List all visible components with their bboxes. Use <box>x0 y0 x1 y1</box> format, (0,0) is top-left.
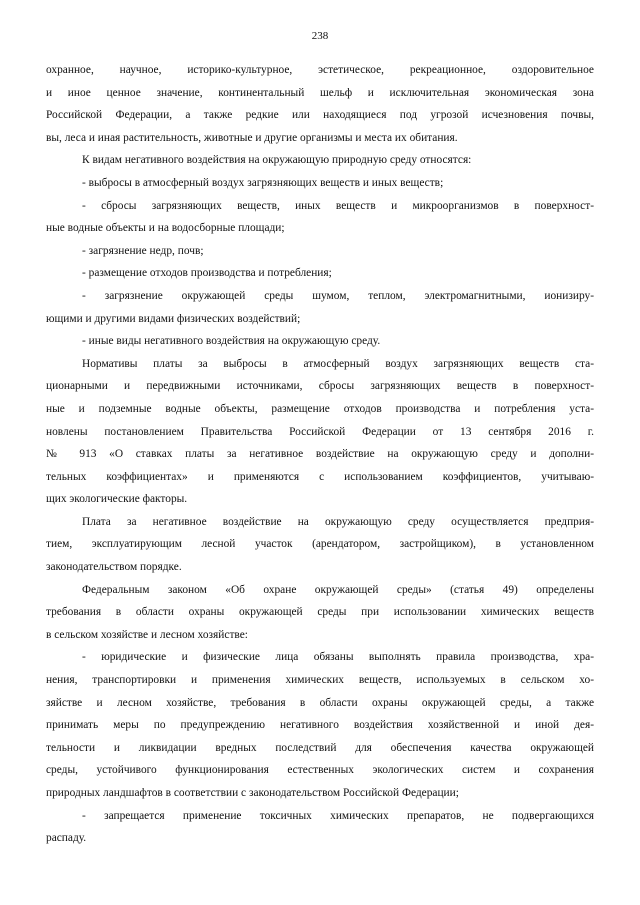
text-line: ные водные объекты и на водосборные площади; <box>46 222 285 235</box>
text-line: - размещение отходов производства и потребления; <box>82 267 332 280</box>
text-line: охранное, научное, историко-культурное, эстетическое, рекреационное, оздоровительное <box>46 64 594 76</box>
text-line: Плата за негативное воздействие на окружающую среду осуществляется предприя- <box>82 515 594 528</box>
text-line: ционарными и передвижными источниками, сбросы загрязняющих веществ в поверхност- <box>46 380 594 393</box>
text-line: - юридические и физические лица обязаны выполнять правила производства, хра- <box>82 651 594 664</box>
text-line: требования в области охраны окружающей среды при использовании химических веществ <box>46 606 594 619</box>
text-line: ные и подземные водные объекты, размещение отходов производства и потребления уста- <box>46 402 594 415</box>
body-text <box>46 59 594 850</box>
text-line: принимать меры по предупреждению негативного воздействия хозяйственной и иной дея- <box>46 719 594 732</box>
text-line: новлены постановлением Правительства Российской Федерации от 13 сентября 2016 г. <box>46 425 594 438</box>
text-line: вы, леса и иная растительность, животные и другие организмы и места их обитания. <box>46 131 458 144</box>
text-line: нения, транспортировки и применения химических веществ, используемых в сельском хо- <box>46 674 594 687</box>
text-line: щих экологические факторы. <box>46 493 188 506</box>
text-line: в сельском хозяйстве и лесном хозяйстве: <box>46 628 248 641</box>
text-line: - загрязнение окружающей среды шумом, теплом, электромагнитными, ионизиру- <box>82 289 594 302</box>
text-line: - загрязнение недр, почв; <box>82 244 204 257</box>
text-line: зяйстве и лесном хозяйстве, требования в области охраны окружающей среды, а также <box>46 696 594 709</box>
text-line: среды, устойчивого функционирования естественных экологических систем и сохранения <box>46 764 594 777</box>
text-line: тельности и ликвидации вредных последствий для обеспечения качества окружающей <box>46 741 594 754</box>
text-line: ющими и другими видами физических воздействий; <box>46 312 301 325</box>
text-line: Российской Федерации, а также редкие или находящиеся под угрозой исчезновения почвы, <box>46 109 594 122</box>
text-line: законодательством порядке. <box>46 561 182 574</box>
text-line: - иные виды негативного воздействия на окружающую среду. <box>82 335 381 348</box>
text-line: природных ландшафтов в соответствии с законодательством Российской Федерации; <box>46 787 459 799</box>
text-line: распаду. <box>46 832 87 845</box>
text-line: Федеральным законом «Об охране окружающей среды» (статья 49) определены <box>82 583 594 596</box>
text-line: № 913 «О ставках платы за негативное воздействие на окружающую среду и дополни- <box>46 448 594 461</box>
text-line: тием, эксплуатирующим лесной участок (арендатором, застройщиком), в установленном <box>46 538 594 551</box>
text-line: Нормативы платы за выбросы в атмосферный воздух загрязняющих веществ ста- <box>82 357 594 370</box>
text-line: тельных коэффициентах» и применяются с использованием коэффициентов, учитываю- <box>46 470 594 483</box>
text-line: и иное ценное значение, континентальный шельф и исключительная экономическая зона <box>46 86 594 99</box>
text-line: - выбросы в атмосферный воздух загрязняющих веществ и иных веществ; <box>82 176 444 189</box>
text-line: - запрещается применение токсичных химических препаратов, не подвергающихся <box>82 809 594 822</box>
page-number: 238 <box>311 30 329 42</box>
text-line: К видам негативного воздействия на окружающую природную среду относятся: <box>82 154 472 167</box>
text-line: - сбросы загрязняющих веществ, иных веществ и микроорганизмов в поверхност- <box>82 199 594 212</box>
